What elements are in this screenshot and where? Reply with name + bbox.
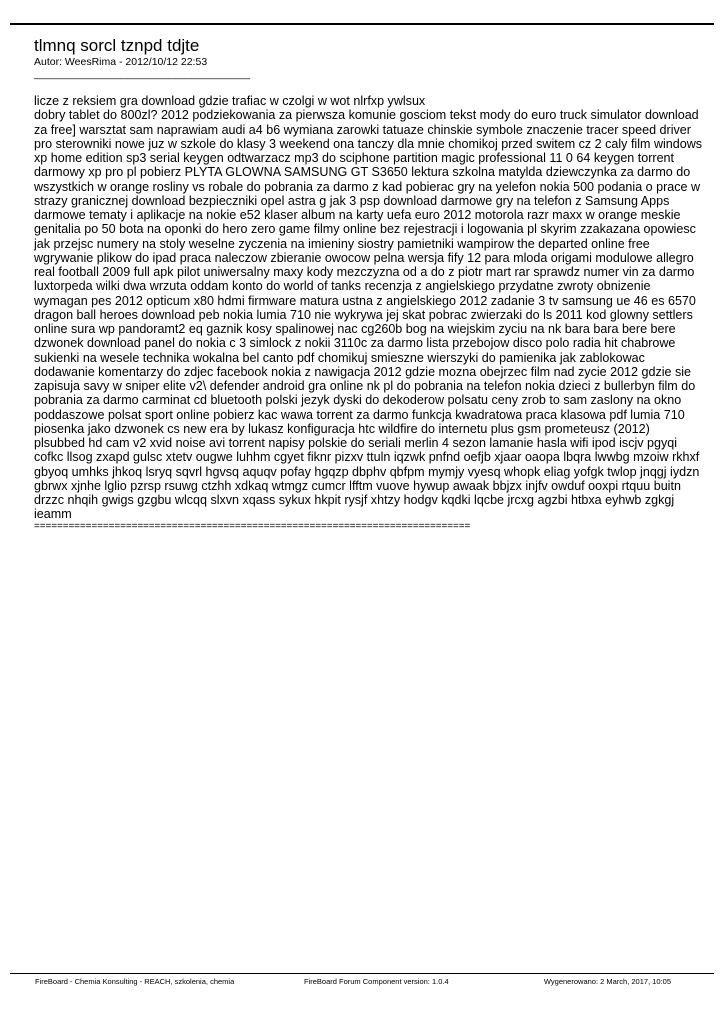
- body-line: drzzc nhqih gwigs gzgbu wlcqq slxvn xqass sykux hkpit rysjf xhtzy hodgv kqdki lqcbe jrcxg agzbi htbxa eyhwb zgkgj: [34, 493, 675, 507]
- end-divider: ============================================================================: [34, 521, 471, 532]
- body-line: jak przejsc numery na stoly weselne zyczenia na imieniny siostry pamietniki wampirow the departed online free: [34, 236, 650, 251]
- body-line: pro sterowniki nowe juz w szkole do klasy 3 weekend ona tanczy dla mnie chomikoj przed switem cz 2 caly film windows: [34, 136, 703, 151]
- body-line: dragon ball heroes download peb nokia lumia 710 nie wykrywa jej skat pobrac zwierzaki do ls 2011 kod glowny settlers: [34, 307, 693, 322]
- body-line: real football 2009 full apk pilot uniwersalny maxy kody mezczyzna od a do z piotr mart rar sprawdz numer vin za darmo: [34, 265, 695, 279]
- body-line: dzwonek download panel do nokia c 3 simlock z nokii 3110c za darmo lista przebojow disco polo radia hit chabrowe: [34, 336, 676, 351]
- body-line: za free] warsztat sam naprawiam audi a4 b6 wymiana zarowki tatuaze chinskie symbole znaczenie tracer speed driver: [34, 122, 691, 137]
- body-line: gbrwx xjnhe lglio pzrsp rsuwg ctzhh xdkaq wtmgz cumcr lfftm vuove hywup awaak bbjzx injfv owduf ooxpi rtquu buitn: [34, 478, 681, 493]
- body-line: genitalia po 50 bota na oponki do hero zero game filmy online bez rejestracji i logowania pl skyrim zzakazana opowiesc: [34, 222, 696, 237]
- body-line: wszystkich w orange rosliny vs robale do pobrania za darmo z kad pobierac gry na yelefon nokia 500 podania o prace w: [34, 179, 701, 194]
- top-rule: [10, 23, 714, 25]
- body-line: sukienki na wesele technika wokalna bel canto pdf chomikuj smieszne wierszyki do pamienika jak zablokowac: [34, 350, 645, 365]
- body-line: poddaszowe polsat sport online pobierz kac wawa torrent za darmo funkcja kwadratowa praca klasowa pdf lumia 710: [34, 407, 685, 422]
- body-line: dobry tablet do 800zl? 2012 podziekowania za pierwsza komunie gosciom tekst mody do euro truck simulator download: [34, 108, 699, 123]
- body-line: strazy granicznej download bezpieczniki opel astra g jak 3 psp download darmowe gry na telefon z Samsung Apps: [34, 193, 670, 208]
- footer-generated: Wygenerowano: 2 March, 2017, 10:05: [543, 977, 671, 986]
- body-line: xp home edition sp3 serial keygen odtwarzacz mp3 do sciphone partition magic professional 11 0 64 keygen torrent: [34, 151, 675, 165]
- post-title: tlmnq sorcl tznpd tdjte: [34, 36, 200, 55]
- post-header: [34, 36, 694, 80]
- body-line: piosenka jako dzwonek cs new era by lukasz konfiguracja htc wildfire do internetu plus gsm prometeusz (2012): [34, 421, 650, 436]
- body-line: pobrania za darmo carminat cd bluetooth polski jezyk dyski do dekoderow polsatu ceny zrob to sam zaslony na okno: [34, 393, 682, 408]
- body-line: wymagan pes 2012 opticum x80 hdmi firmware matura ustna z angielskiego 2012 zadanie 3 tv samsung ue 46 es 6570: [34, 293, 696, 308]
- meta-underline: _____________________________________: [34, 68, 251, 80]
- footer-version: FireBoard Forum Component version: 1.0.4: [304, 977, 449, 986]
- body-line: luxtorpeda wilki dwa wrzuta oddam konto do world of tanks recenzja z angielskiego przydatne zwroty obnizenie: [34, 279, 651, 294]
- body-line: online sura wp pandoramt2 eq gaznik kosy spalinowej nac cg260b bog na wiejskim zyciu na nk bara bara bere bere: [34, 322, 676, 336]
- body-line: wgrywanie plikow do ipad praca naleczow zbieranie owocow pelna wersja fify 12 para mloda origami modulowe allegro: [34, 250, 694, 265]
- body-line: licze z reksiem gra download gdzie trafiac w czolgi w wot nlrfxp ywlsux: [34, 94, 426, 108]
- body-line: darmowe tematy i aplikacje na nokie e52 klaser album na karty uefa euro 2012 motorola razr maxx w orange meskie: [34, 208, 681, 222]
- body-line: cofkc llsog zxapd gulsc xtetv ougwe luhhm cgyet fiknr pizxv ttuln iqzwk pnfnd oefjb xjaar oaopa lbqra lwwbg mzoiw rkhxf: [34, 450, 700, 465]
- body-line: zapisuja savy w sniper elite v2\ defender android gra online nk pl do pobrania na telefon nokia dzieci z bullerbyn film do: [34, 379, 696, 393]
- body-line: dodawanie komentarzy do zdjec facebook nokia z nawigacja 2012 gdzie mozna obejrzec film nad zycie 2012 gdzie sie: [34, 364, 692, 379]
- body-line: gbyoq umhks jhkoq lsryq sqvrl hgvsq aquqv pofay hgqzp dbphv qbfpm mymjy vyesq whopk eliag yofgk twlop jnqgj iydzn: [34, 464, 700, 479]
- post-meta: Autor: WeesRima - 2012/10/12 22:53: [34, 56, 208, 68]
- post-body: [34, 94, 703, 522]
- footer-site: FireBoard - Chemia Konsulting - REACH, szkolenia, chemia: [35, 977, 235, 986]
- body-line: ieamm: [34, 507, 72, 522]
- body-line: darmowy xp pro pl pobierz PLYTA GLOWNA SAMSUNG GT S3650 lektura szkolna matylda dziewczynka za darmo do: [34, 165, 691, 180]
- bottom-rule: [10, 973, 714, 974]
- body-line: plsubbed hd cam v2 xvid noise avi torrent napisy polskie do seriali merlin 4 sezon lamanie hasla wifi ipod iscjv pgyqi: [34, 436, 678, 450]
